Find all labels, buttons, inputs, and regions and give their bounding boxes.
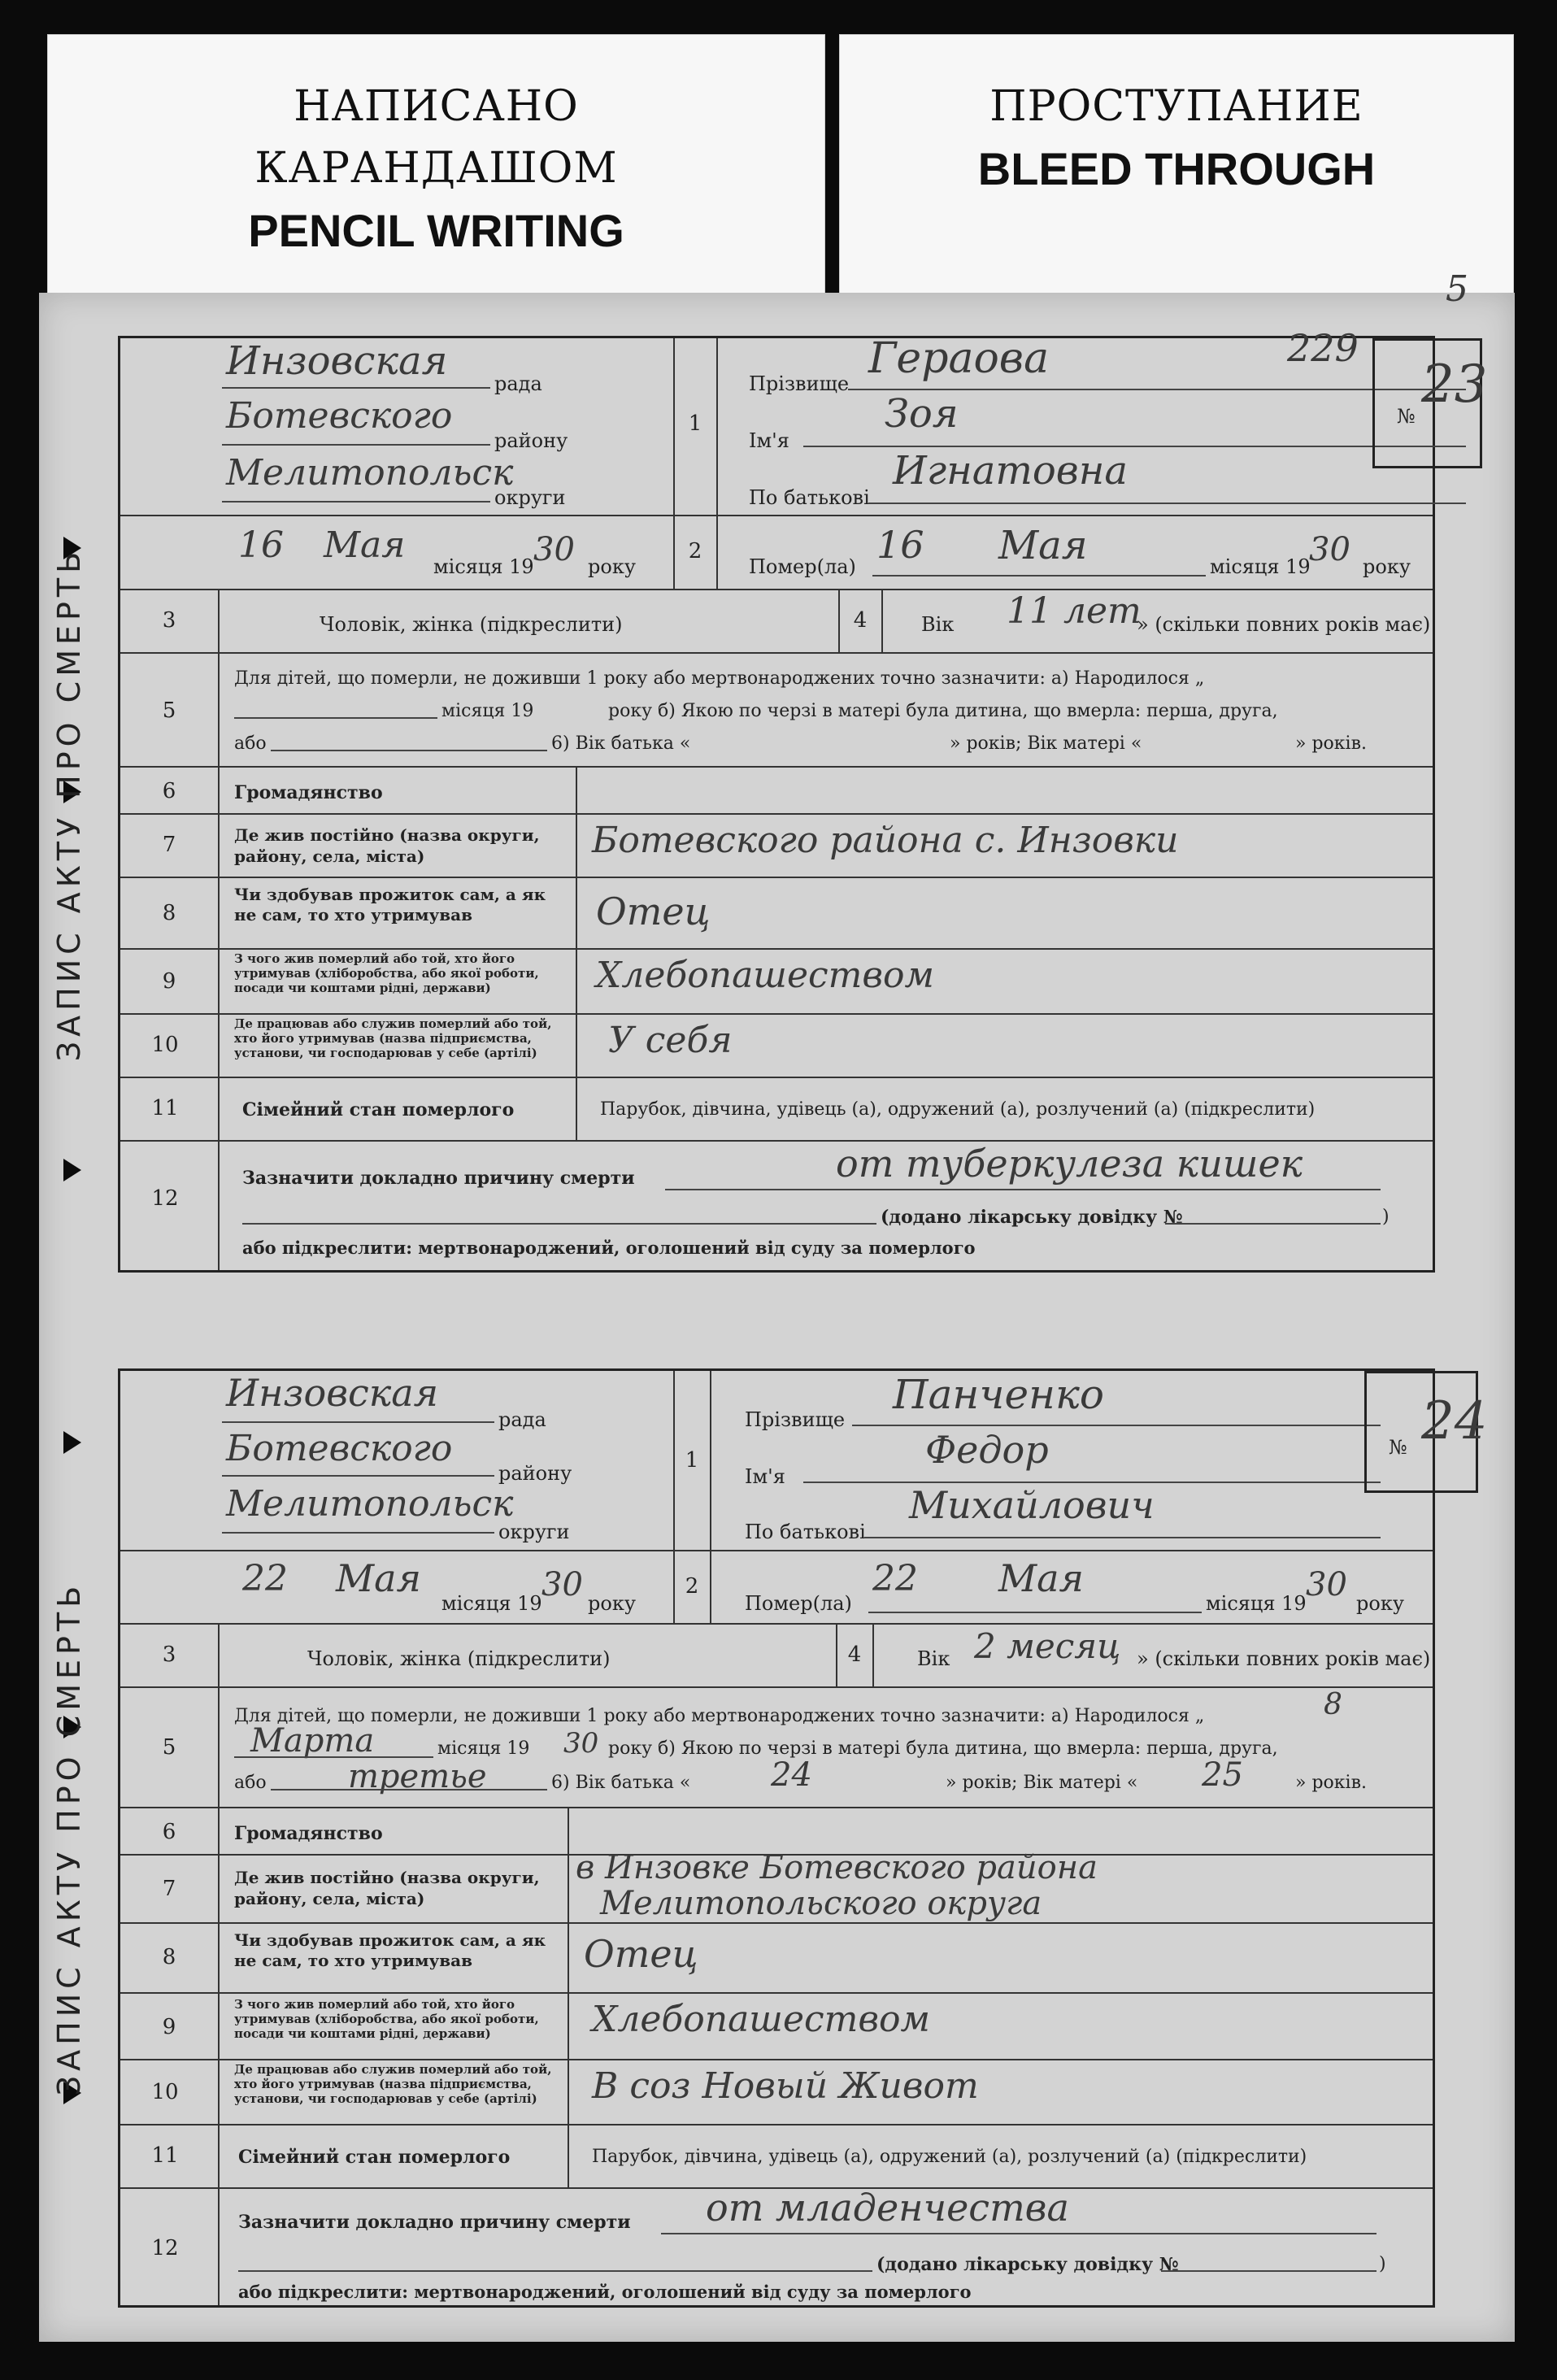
pencil-card-ru-line1: НАПИСАНО bbox=[294, 82, 579, 131]
row-residence: 7 Де жив постійно (назва округи, району, села, міста) Ботевского района с. Инзовки bbox=[120, 815, 1433, 878]
cert-label: (додано лікарську довідку № bbox=[881, 1207, 1183, 1228]
age-label: Вік bbox=[921, 613, 955, 636]
death-label: Помер(ла) bbox=[749, 555, 856, 578]
number-sign: № bbox=[1389, 1436, 1407, 1459]
death-label: Помер(ла) bbox=[745, 1592, 852, 1615]
month-label: місяця 19 bbox=[441, 1592, 542, 1615]
record-header-block: 1 Инзовская рада Ботевского району Мелитопольск округи Прізвище Панченко Ім'я Федор По батькові Михайлович № 24 bbox=[120, 1371, 1433, 1550]
age-suffix: » (скільки повних років має) bbox=[1137, 1647, 1431, 1670]
birth-order-value: третье bbox=[348, 1758, 487, 1795]
row-workplace: 10 Де працював або служив померлий або той, хто його утримував (назва підприємства, установи, чи господарював у себе (артілі) У себя bbox=[120, 1015, 1433, 1078]
children-line1: Для дітей, що померли, не доживши 1 року або мертвонароджених точно зазначити: а) Народилося „ bbox=[234, 1706, 1205, 1726]
patronymic-value: Игнатовна bbox=[893, 448, 1128, 494]
children-line3a: або bbox=[234, 733, 267, 754]
death-year-label: року bbox=[1363, 555, 1411, 578]
birth-month-value: Марта bbox=[250, 1722, 375, 1760]
citizenship-label: Громадянство bbox=[234, 1823, 383, 1844]
okruh-value: Мелитопольск bbox=[226, 1483, 514, 1525]
supported-label: Чи здобував прожиток сам, а як не сам, то хто утримував bbox=[234, 885, 546, 925]
month-label: місяця 19 bbox=[433, 555, 534, 578]
rada-label: рада bbox=[498, 1408, 546, 1431]
sex-label: Чоловік, жінка (підкреслити) bbox=[307, 1647, 611, 1670]
reg-day-value: 22 bbox=[242, 1558, 288, 1599]
patronymic-value: Михайлович bbox=[909, 1483, 1155, 1527]
surname-value: Гераова bbox=[868, 334, 1050, 383]
number-sign: № bbox=[1397, 405, 1416, 428]
children-line1: Для дітей, що померли, не доживши 1 року або мертвонароджених точно зазначити: а) Народилося „ bbox=[234, 668, 1205, 689]
children-line3b: 6) Вік батька « bbox=[551, 1773, 691, 1793]
rada-value: Инзовская bbox=[226, 1371, 439, 1415]
death-month-value: Мая bbox=[998, 1556, 1084, 1600]
row-supported: 8 Чи здобував прожиток сам, а як не сам, то хто утримував Отец bbox=[120, 1924, 1433, 1994]
marital-label: Сімейний стан померлого bbox=[238, 2147, 511, 2168]
row-citizenship: 6 Громадянство bbox=[120, 768, 1433, 815]
cert-label: (додано лікарську довідку № bbox=[876, 2254, 1179, 2275]
livelihood-value: Хлебопашеством bbox=[596, 955, 934, 996]
bleed-through-card bbox=[839, 34, 1514, 302]
livelihood-label: З чого жив померлий або той, хто його утримував (хліборобства, або якої роботи, посади чи коштами рідні, держави) bbox=[234, 951, 539, 995]
first-name-label: Ім'я bbox=[749, 429, 789, 452]
marital-options: Парубок, дівчина, удівець (а), одружений (а), розлучений (а) (підкреслити) bbox=[600, 1099, 1316, 1120]
row-livelihood: 9 З чого жив померлий або той, хто його утримував (хліборобства, або якої роботи, посади чи коштами рідні, держави) Хлебопашеством bbox=[120, 1994, 1433, 2060]
death-record-2 bbox=[51, 1368, 1488, 2308]
workplace-value: В соз Новый Живот bbox=[592, 2065, 979, 2107]
year-label: року bbox=[588, 1592, 636, 1615]
reg-year-value: 30 bbox=[533, 531, 575, 568]
death-month-label: місяця 19 bbox=[1206, 1592, 1307, 1615]
death-year-label: року bbox=[1356, 1592, 1404, 1615]
bleed-card-en: BLEED THROUGH bbox=[977, 143, 1376, 194]
cause-label: Зазначити докладно причину смерти bbox=[238, 2212, 631, 2233]
first-name-label: Ім'я bbox=[745, 1465, 785, 1488]
record-header-block: 1 Инзовская рада Ботевского району Мелитопольск округи Прізвище Гераова Ім'я Зоя По батькові Игнатовна 229 № 23 bbox=[120, 338, 1433, 515]
reg-year-value: 30 bbox=[541, 1566, 583, 1603]
reg-month-value: Мая bbox=[336, 1556, 421, 1600]
row-livelihood: 9 З чого жив померлий або той, хто його утримував (хліборобства, або якої роботи, посади чи коштами рідні, держави) Хлебопашеством bbox=[120, 950, 1433, 1015]
death-year-value: 30 bbox=[1309, 531, 1350, 568]
stillborn-label: або підкреслити: мертвонароджений, оголошений від суду за померлого bbox=[238, 2282, 972, 2302]
age-value: 11 лет bbox=[1007, 590, 1142, 632]
death-month-value: Мая bbox=[998, 523, 1088, 568]
patronymic-label: По батькові bbox=[749, 486, 870, 509]
okruh-value: Мелитопольск bbox=[226, 452, 514, 494]
residence-value-2: Мелитопольского округа bbox=[600, 1885, 1042, 1922]
extra-number-value: 229 bbox=[1287, 326, 1359, 370]
children-line3b: 6) Вік батька « bbox=[551, 733, 691, 754]
raion-label: району bbox=[494, 429, 568, 452]
year-label: року bbox=[588, 555, 636, 578]
row-marital: 11 Сімейний стан померлого Парубок, дівчина, удівець (а), одружений (а), розлучений (а) (підкреслити) bbox=[120, 2125, 1433, 2189]
row-children: 5 Для дітей, що померли, не доживши 1 року або мертвонароджених точно зазначити: а) Народилося „ місяця 19 року б) Якою по черзі в матері була дитина, що вмерла: перша, друга, або 6) Вік батька « » років; Вік матері « » років. bbox=[120, 654, 1433, 768]
row-dates: 2 16 Мая місяця 19 30 року Помер(ла) 16 Мая місяця 19 30 року bbox=[120, 515, 1433, 590]
workplace-value: У себя bbox=[608, 1020, 733, 1061]
first-name-value: Федор bbox=[925, 1428, 1049, 1472]
birth-day-value: 8 bbox=[1324, 1688, 1342, 1721]
children-line3d: » років. bbox=[1295, 733, 1367, 754]
raion-label: району bbox=[498, 1462, 572, 1485]
marital-options: Парубок, дівчина, удівець (а), одружений (а), розлучений (а) (підкреслити) bbox=[592, 2147, 1307, 2167]
stillborn-label: або підкреслити: мертвонароджений, оголошений від суду за померлого bbox=[242, 1238, 976, 1258]
surname-label: Прізвище bbox=[749, 372, 850, 395]
rada-value: Инзовская bbox=[226, 338, 448, 384]
row-dates: 2 22 Мая місяця 19 30 року Помер(ла) 22 Мая місяця 19 30 року bbox=[120, 1550, 1433, 1625]
reg-month-value: Мая bbox=[324, 524, 406, 566]
cause-value: от младенчества bbox=[706, 2186, 1069, 2230]
children-line3c: » років; Вік матері « bbox=[950, 733, 1142, 754]
children-line2: місяця 19 bbox=[441, 701, 534, 721]
supported-value: Отец bbox=[596, 890, 711, 933]
corner-mark: 5 bbox=[1446, 268, 1468, 310]
marital-label: Сімейний стан померлого bbox=[242, 1099, 515, 1120]
death-day-value: 22 bbox=[872, 1558, 918, 1599]
residence-label: Де жив постійно (назва округи, району, села, міста) bbox=[234, 1868, 540, 1908]
death-year-value: 30 bbox=[1306, 1566, 1347, 1603]
first-name-value: Зоя bbox=[885, 391, 959, 437]
death-record-1 bbox=[51, 326, 1488, 1273]
row-cause: 12 Зазначити докладно причину смерти от младенчества (додано лікарську довідку № ) або підкреслити: мертвонароджений, оголошений від суду за померлого bbox=[120, 2189, 1433, 2305]
birth-year-value: 30 bbox=[563, 1727, 599, 1760]
reg-day-value: 16 bbox=[238, 524, 284, 566]
row-sex-age: 3 Чоловік, жінка (підкреслити) 4 Вік 2 месяц » (скільки повних років має) bbox=[120, 1625, 1433, 1688]
children-line3d: » років. bbox=[1295, 1773, 1367, 1793]
age-value: 2 месяц bbox=[974, 1626, 1121, 1666]
children-line3a: або bbox=[234, 1773, 267, 1793]
record-side-title: ЗАПИС АКТУ ПРО СМЕРТЬ bbox=[51, 1581, 87, 2095]
workplace-label: Де працював або служив померлий або той, хто його утримував (назва підприємства, установи, чи господарював у себе (артілі) bbox=[234, 2062, 552, 2106]
sex-label: Чоловік, жінка (підкреслити) bbox=[320, 613, 623, 636]
row-workplace: 10 Де працював або служив померлий або той, хто його утримував (назва підприємства, установи, чи господарював у себе (артілі) В соз Новый Живот bbox=[120, 2060, 1433, 2125]
surname-label: Прізвище bbox=[745, 1408, 846, 1431]
record-side-title: ЗАПИС АКТУ ПРО СМЕРТЬ bbox=[51, 546, 87, 1062]
death-day-value: 16 bbox=[876, 523, 924, 567]
row-cause: 12 Зазначити докладно причину смерти от туберкулеза кишек (додано лікарську довідку № ) або підкреслити: мертвонароджений, оголошений від суду за померлого bbox=[120, 1142, 1433, 1270]
pencil-writing-card bbox=[47, 34, 825, 304]
record-number-value: 24 bbox=[1421, 1391, 1488, 1451]
row-marital: 11 Сімейний стан померлого Парубок, дівчина, удівець (а), одружений (а), розлучений (а) (підкреслити) bbox=[120, 1078, 1433, 1142]
residence-value: Ботевского района с. Инзовки bbox=[592, 820, 1179, 861]
row-children: 5 Для дітей, що померли, не доживши 1 року або мертвонароджених точно зазначити: а) Народилося „ 8 Марта місяця 19 30 року б) Якою по черзі в матері була дитина, що вмерла: перша, друга, або третье 6) Вік батька « 24 » років; Вік матері « 25 » років. bbox=[120, 1688, 1433, 1808]
age-label: Вік bbox=[917, 1647, 950, 1670]
mother-age-value: 25 bbox=[1202, 1756, 1243, 1794]
age-suffix: » (скільки повних років має) bbox=[1137, 613, 1431, 636]
residence-label: Де жив постійно (назва округи, району, села, міста) bbox=[234, 825, 540, 866]
death-month-label: місяця 19 bbox=[1210, 555, 1311, 578]
row-sex-age: 3 Чоловік, жінка (підкреслити) 4 Вік 11 лет » (скільки повних років має) bbox=[120, 590, 1433, 654]
cause-value: от туберкулеза кишек bbox=[836, 1142, 1303, 1186]
children-line2b: року б) Якою по черзі в матері була дитина, що вмерла: перша, друга, bbox=[608, 701, 1278, 721]
supported-label: Чи здобував прожиток сам, а як не сам, то хто утримував bbox=[234, 1930, 546, 1970]
bleed-card-ru: ПРОСТУПАНИЕ bbox=[989, 82, 1363, 131]
raion-value: Ботевского bbox=[226, 1428, 453, 1469]
record-number-value: 23 bbox=[1421, 355, 1488, 415]
pencil-card-ru-line2: КАРАНДАШОМ bbox=[254, 144, 618, 193]
livelihood-value: Хлебопашеством bbox=[592, 1999, 930, 2040]
children-line2b: року б) Якою по черзі в матері була дитина, що вмерла: перша, друга, bbox=[608, 1738, 1278, 1759]
row-residence: 7 Де жив постійно (назва округи, району, села, міста) в Инзовке Ботевского района Мелитопольского округа bbox=[120, 1856, 1433, 1924]
patronymic-label: По батькові bbox=[745, 1521, 866, 1543]
cause-label: Зазначити докладно причину смерти bbox=[242, 1168, 635, 1189]
pencil-card-en: PENCIL WRITING bbox=[248, 205, 624, 256]
children-line2: місяця 19 bbox=[437, 1738, 530, 1759]
father-age-value: 24 bbox=[771, 1756, 812, 1794]
citizenship-label: Громадянство bbox=[234, 782, 383, 803]
livelihood-label: З чого жив померлий або той, хто його утримував (хліборобства, або якої роботи, посади чи коштами рідні, держави) bbox=[234, 1997, 539, 2041]
row-citizenship: 6 Громадянство bbox=[120, 1808, 1433, 1856]
surname-value: Панченко bbox=[893, 1371, 1104, 1418]
row-supported: 8 Чи здобував прожиток сам, а як не сам, то хто утримував Отец bbox=[120, 878, 1433, 950]
children-line3c: » років; Вік матері « bbox=[946, 1773, 1138, 1793]
workplace-label: Де працював або служив померлий або той, хто його утримував (назва підприємства, установи, чи господарював у себе (артілі) bbox=[234, 1016, 552, 1060]
okrugy-label: округи bbox=[498, 1521, 570, 1543]
rada-label: рада bbox=[494, 372, 542, 395]
supported-value: Отец bbox=[584, 1932, 698, 1976]
okrugy-label: округи bbox=[494, 486, 566, 509]
residence-value: в Инзовке Ботевского района bbox=[576, 1849, 1098, 1886]
raion-value: Ботевского bbox=[226, 395, 453, 437]
